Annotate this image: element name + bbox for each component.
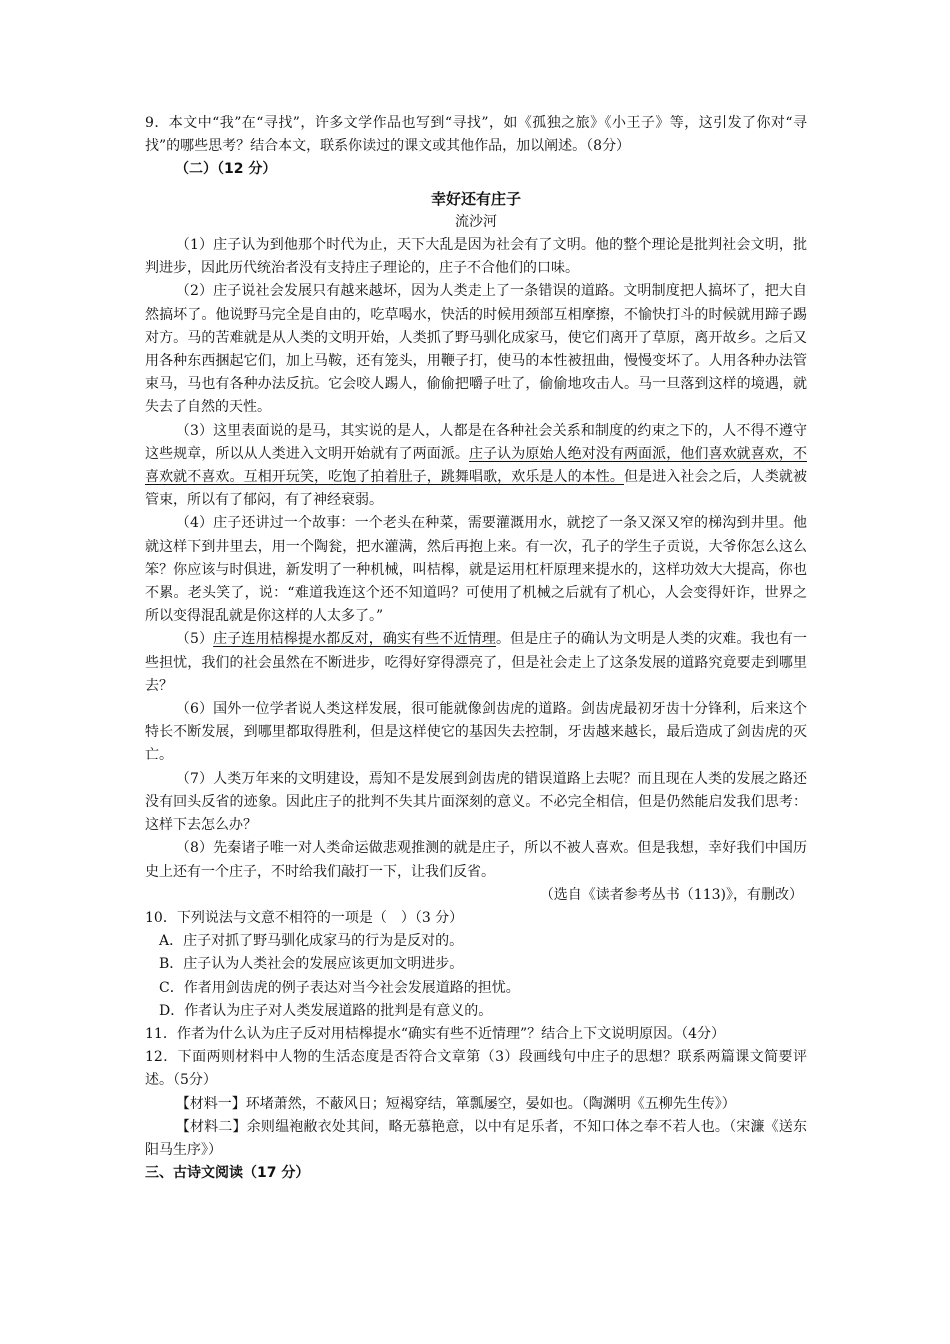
article-title: 幸好还有庄子 [430,189,521,208]
paragraph-4: （4）庄子还讲过一个故事：一个老头在种菜，需要灌溉用水，就挖了一条又深又窄的梯沟到井里。他就这样下到井里去，用一个陶瓮，把水灌满，然后再抱上来。有一次，孔子的学生子贡说，大爷你怎么这么笨？你应该与时俱进，新发明了一种机械，叫桔槔，就是运用杠杆原理来提水的，这样功效大大提高，你也不累。老头笑了，说：“难道我连这个还不知道吗？可使用了机械之后就有了机心，人会变得奸诈，世界之所以变得混乱就是你这样的人太多了。” [145,515,807,625]
material-1: 【材料一】环堵萧然，不蔽风日；短褐穿结，箪瓢屡空，晏如也。（陶渊明《五柳先生传》） [175,1095,736,1112]
question-10-option-b: B．庄子认为人类社会的发展应该更加文明进步。 [159,956,464,973]
section-3-heading: 三、古诗文阅读（17 分） [145,1165,310,1182]
paragraph-5-rest: 。但是庄子的确认为文明是人类的灾难。我也有一些担忧，我们的社会虽然在不断进步，吃得好穿得漂亮了，但是社会走上了这条发展的道路究竟要走到哪里去？ [145,631,807,694]
paragraph-6: （6）国外一位学者说人类这样发展，很可能就像剑齿虎的道路。剑齿虎最初牙齿十分锋利，后来这个特长不断发展，到哪里都取得胜利，但是这样使它的基因失去控制，牙齿越来越长，最后造成了剑齿虎的灭亡。 [145,701,807,764]
paragraph-3-underlined: 庄子认为原始人绝对没有两面派，他们喜欢就喜欢，不喜欢就不喜欢。互相开玩笑，吃饱了拍着肚子，跳舞唱歌，欢乐是人的本性。 [145,445,807,486]
paragraph-5 [145,628,807,698]
question-10-option-c: C．作者用剑齿虎的例子表达对当今社会发展道路的担忧。 [159,979,520,996]
question-10-option-d: D．作者认为庄子对人类发展道路的批判是有意义的。 [159,1002,493,1019]
paragraph-8: （8）先秦诸子唯一对人类命运做悲观推测的就是庄子，所以不被人喜欢。但是我想，幸好我们中国历史上还有一个庄子，不时给我们敲打一下，让我们反省。 [145,840,807,880]
paragraph-5-number: （5） [175,631,214,648]
paragraph-5-underlined: 庄子连用桔槔提水都反对，确实有些不近情理 [213,631,496,648]
paragraph-3 [145,420,807,513]
question-11: 11．作者为什么认为庄子反对用桔槔提水“确实有些不近情理”？结合上下文说明原因。（4分） [145,1025,726,1042]
question-10-stem: 10．下列说法与文意不相符的一项是（ ）（3 分） [145,909,464,926]
paragraph-7: （7）人类万年来的文明建设，焉知不是发展到剑齿虎的错误道路上去呢？而且现在人类的发展之路还没有回头反省的迹象。因此庄子的批判不失其片面深刻的意义。不必完全相信，但是仍然能启发我们思考：这样下去怎么办？ [145,770,807,834]
article-source: （选自《读者参考丛书（113)》，有删改） [539,886,803,903]
paragraph-1: （1）庄子认为到他那个时代为止，天下大乱是因为社会有了文明。他的整个理论是批判社会文明，批判进步，因此历代统治者没有支持庄子理论的，庄子不合他们的口味。 [145,237,807,277]
question-10-option-a: A．庄子对抓了野马驯化成家马的行为是反对的。 [159,933,464,950]
question-12: 12．下面两则材料中人物的生活态度是否符合文章第（3）段画线句中庄子的思想？联系两篇课文简要评述。（5分） [145,1049,807,1089]
question-9: 9．本文中“我”在“寻找”，许多文学作品也写到“寻找”，如《孤独之旅》《小王子》等，这引发了你对“寻找”的哪些思考？结合本文，联系你读过的课文或其他作品，加以阐述。（8分） [145,115,807,155]
material-2: 【材料二】余则缊袍敝衣处其间，略无慕艳意，以中有足乐者，不知口体之奉不若人也。（宋濂《送东阳马生序》） [145,1118,807,1158]
exam-page [145,112,807,1185]
paragraph-2: （2）庄子说社会发展只有越来越坏，因为人类走上了一条错误的道路。文明制度把人搞坏了，把大自然搞坏了。他说野马完全是自由的，吃草喝水，快活的时候用颈部互相摩擦，不愉快打斗的时候就用蹄子踢对方。马的苦难就是从人类的文明开始，人类抓了野马驯化成家马，使它们离开了草原，离开故乡。之后又用各种东西捆起它们，加上马鞍，还有笼头，用鞭子打，使马的本性被扭曲，慢慢变坏了。人用各种办法管束马，马也有各种办法反抗。它会咬人踢人，偷偷把嚼子吐了，偷偷地攻击人。马一旦落到这样的境遇，就失去了自然的天性。 [145,283,807,416]
article-author: 流沙河 [455,213,497,230]
paragraph-3-part-b: 但是进入社会之后，人类就被管束，所以有了郁闷，有了神经衰弱。 [145,469,808,509]
paragraph-3-part-a: （3）这里表面说的是马，其实说的是人，人都是在各种社会关系和制度的约束之下的，人不得不遵守这些规章，所以从人类进入文明开始就有了两面派。 [145,422,807,462]
section-2-heading: （二）（12 分） [175,161,277,178]
